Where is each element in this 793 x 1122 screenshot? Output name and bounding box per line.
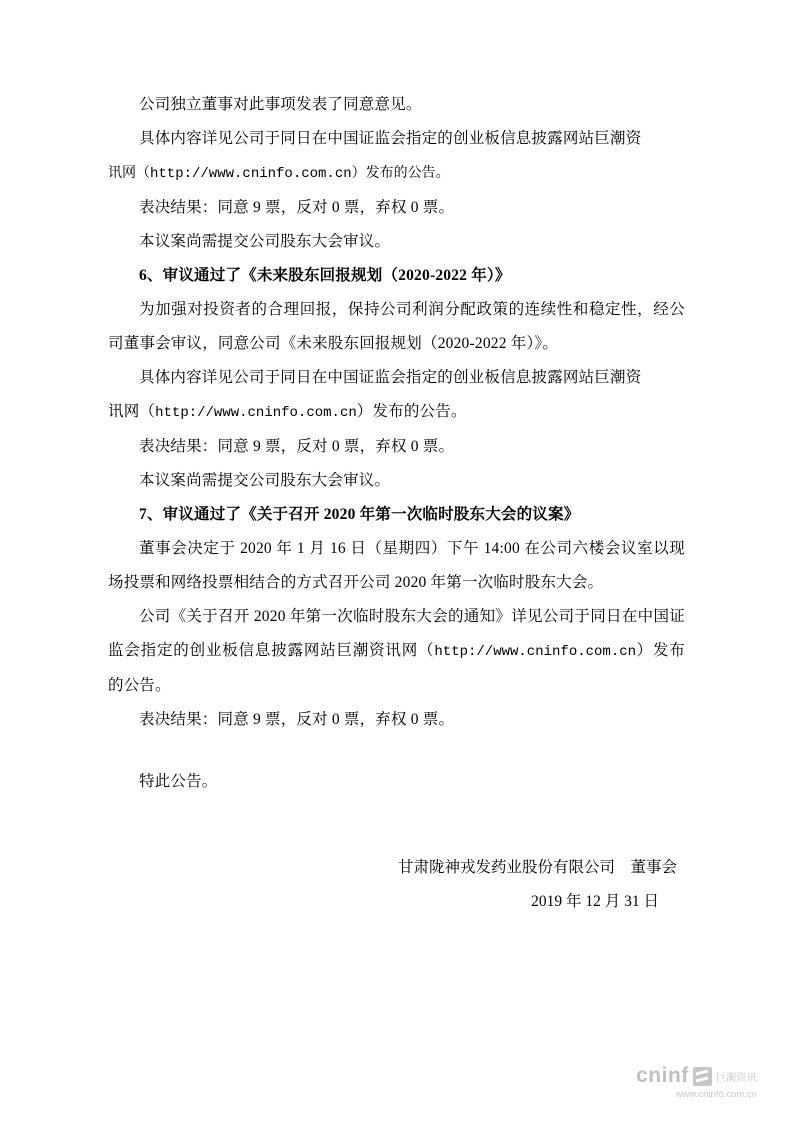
cninfo-watermark <box>636 1064 757 1100</box>
paragraph-item-6-disclosure-cont <box>108 395 685 430</box>
item-7-notice-pre: 公司《关于召开 2020 年第一次临时股东大会的通知》详见公司于同日在中国证监会指定的创业板信息披露网站巨潮资讯网（ <box>108 608 685 659</box>
disclosure-text-line2: 讯网（http://www.cninfo.com.cn）发布的公告。 <box>108 166 450 182</box>
cninfo-url-link[interactable]: http://www.cninfo.com.cn <box>155 405 357 421</box>
heading-item-6: 6、审议通过了《未来股东回报规划（2020-2022 年）》 <box>139 267 511 284</box>
item-6-disclosure-pre: 讯网（ <box>108 403 156 420</box>
item-7-notice-post: ）发布的公告。 <box>108 642 685 694</box>
item-6-disclosure-line1: 具体内容详见公司于同日在中国证监会指定的创业板信息披露网站巨潮资 <box>139 369 642 386</box>
signature-date: 2019 年 12 月 31 日 <box>531 893 659 910</box>
paragraph-vote-result-top: 表决结果：同意 9 票，反对 0 票，弃权 0 票。 <box>139 199 455 216</box>
paragraph-item-7-body: 董事会决定于 2020 年 1 月 16 日（星期四）下午 14:00 在公司六楼会议室以现场投票和网络投票相结合的方式召开公司 2020 年第一次临时股东大会。 <box>108 540 685 591</box>
paragraph-closing: 特此公告。 <box>139 773 218 790</box>
item-6-disclosure-post: ）发布的公告。 <box>356 403 467 420</box>
spacer <box>108 737 685 765</box>
paragraph-item-6-body: 为加强对投资者的合理回报，保持公司利润分配政策的连续性和稳定性，经公司董事会审议，同意公司《未来股东回报规划（2020-2022 年）》。 <box>108 301 685 352</box>
paragraph-item-7-vote-result: 表决结果：同意 9 票，反对 0 票，弃权 0 票。 <box>139 711 455 728</box>
signature-block <box>108 851 685 919</box>
watermark-tagline: 巨潮资讯 <box>715 1072 757 1084</box>
heading-item-7: 7、审议通过了《关于召开 2020 年第一次临时股东大会的议案》 <box>139 506 580 523</box>
paragraph-submit-to-shareholders-top: 本议案尚需提交公司股东大会审议。 <box>139 233 391 250</box>
watermark-site: www.cninfo.com.cn <box>675 1089 757 1100</box>
paragraph-item-6-submit-note: 本议案尚需提交公司股东大会审议。 <box>139 472 391 489</box>
paragraph-independent-director-opinion: 公司独立董事对此事项发表了同意意见。 <box>139 96 422 113</box>
paragraph-disclosure-first-cont <box>108 156 685 191</box>
watermark-brand-name: cninf <box>636 1064 689 1087</box>
disclosure-text-line1: 具体内容详见公司于同日在中国证监会指定的创业板信息披露网站巨潮资 <box>139 130 642 147</box>
paragraph-item-6-disclosure <box>108 361 685 395</box>
cninfo-logo-icon <box>693 1067 712 1086</box>
paragraph-item-6-vote-result: 表决结果：同意 9 票，反对 0 票，弃权 0 票。 <box>139 438 455 455</box>
paragraph-item-7-notice <box>108 600 685 703</box>
cninfo-url-link-2[interactable]: http://www.cninfo.com.cn <box>434 644 637 660</box>
signature-company: 甘肃陇神戎发药业股份有限公司 董事会 <box>397 859 677 876</box>
paragraph-disclosure-first <box>108 122 685 156</box>
watermark-top-row <box>636 1064 757 1088</box>
